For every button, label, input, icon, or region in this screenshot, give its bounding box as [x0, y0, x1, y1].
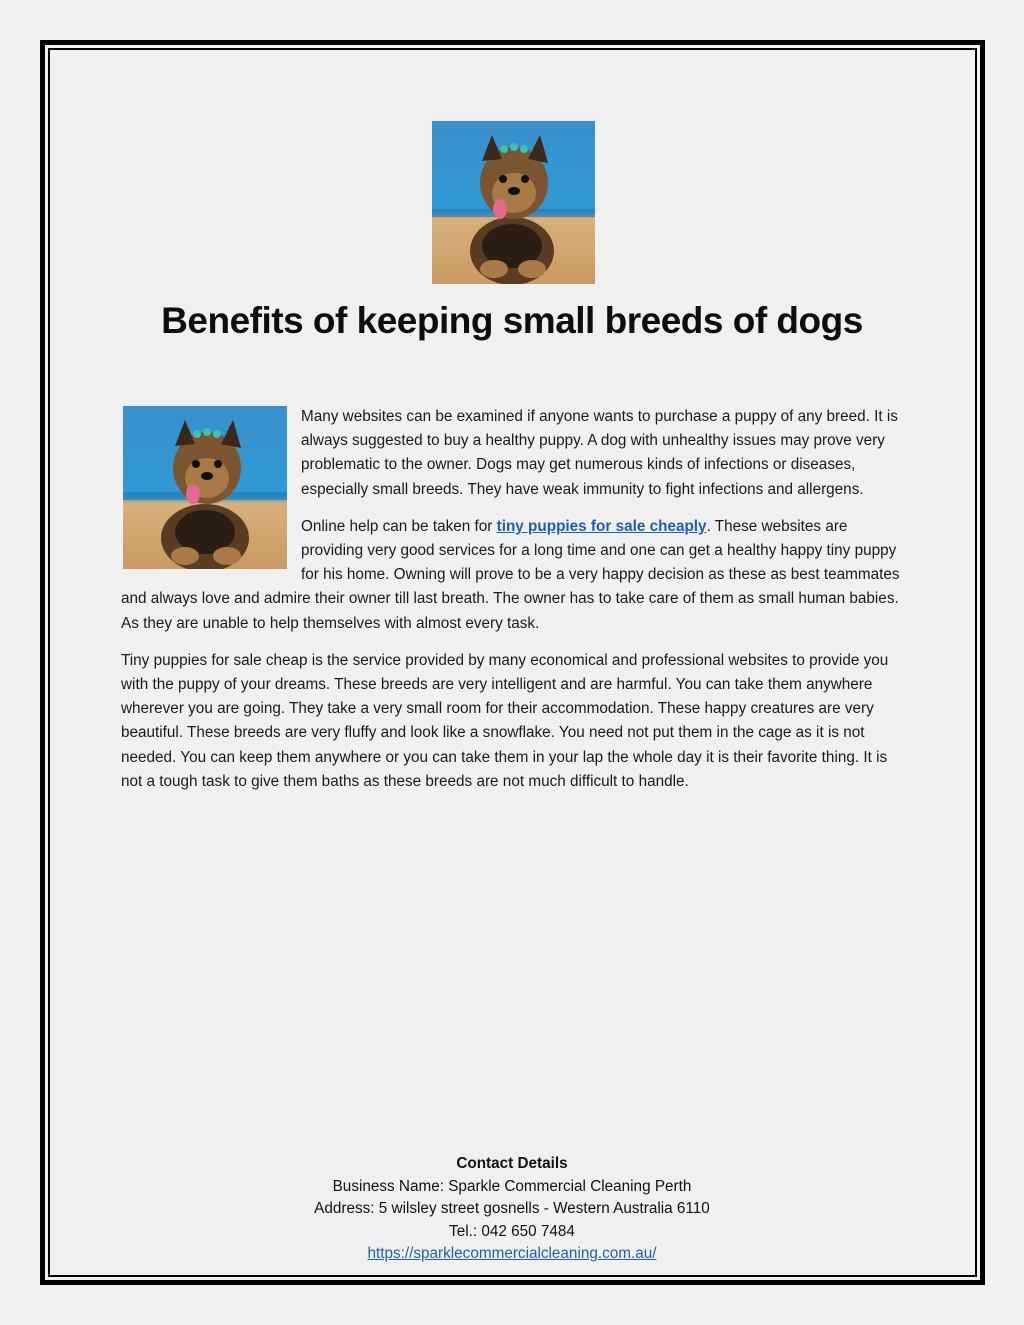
- paragraph-2-lead: Online help can be taken for: [301, 517, 497, 535]
- article-body: [121, 405, 906, 807]
- business-address: Address: 5 wilsley street gosnells - Western Australia 6110: [314, 1200, 710, 1218]
- contact-block: [0, 1153, 1024, 1266]
- paragraph-2-rest: . These websites are providing very good services for a long time and one can get a healthy happy tiny puppy for his home. Owning will prove to be a very happy decision as these as best teammates and always love and admire their owner till last breath. The owner has to take care of them as small human babies. As they are unable to help themselves with almost every task.: [121, 517, 900, 632]
- hero-dog-photo: [432, 121, 595, 284]
- page-title: Benefits of keeping small breeds of dogs: [161, 300, 863, 341]
- contact-heading: Contact Details: [456, 1155, 568, 1172]
- paragraph-3: Tiny puppies for sale cheap is the service provided by many economical and professional websites to provide you with the puppy of your dreams. These breeds are very intelligent and are harmful. You can take them anywhere wherever you are going. They take a very small room for their accommodation. These happy creatures are very beautiful. These breeds are very fluffy and look like a snowflake. You need not put them in the cage as it is not needed. You can keep them anywhere or you can take them in your lap the whole day it is their favorite thing. It is not a tough task to give them baths as these breeds are not much difficult to handle.: [121, 651, 889, 790]
- tiny-puppies-link[interactable]: tiny puppies for sale cheaply: [496, 517, 707, 535]
- image-float-spacer: [121, 405, 301, 585]
- business-name: Business Name: Sparkle Commercial Cleaning Perth: [332, 1177, 692, 1195]
- website-link[interactable]: https://sparklecommercialcleaning.com.au/: [367, 1245, 657, 1263]
- business-phone: Tel.: 042 650 7484: [449, 1222, 575, 1240]
- paragraph-1: Many websites can be examined if anyone wants to purchase a puppy of any breed. It is always suggested to buy a healthy puppy. A dog with unhealthy issues may prove very problematic to the owner. Dogs may get numerous kinds of infections or diseases, especially small breeds. They have weak immunity to fight infections and allergens.: [301, 408, 898, 498]
